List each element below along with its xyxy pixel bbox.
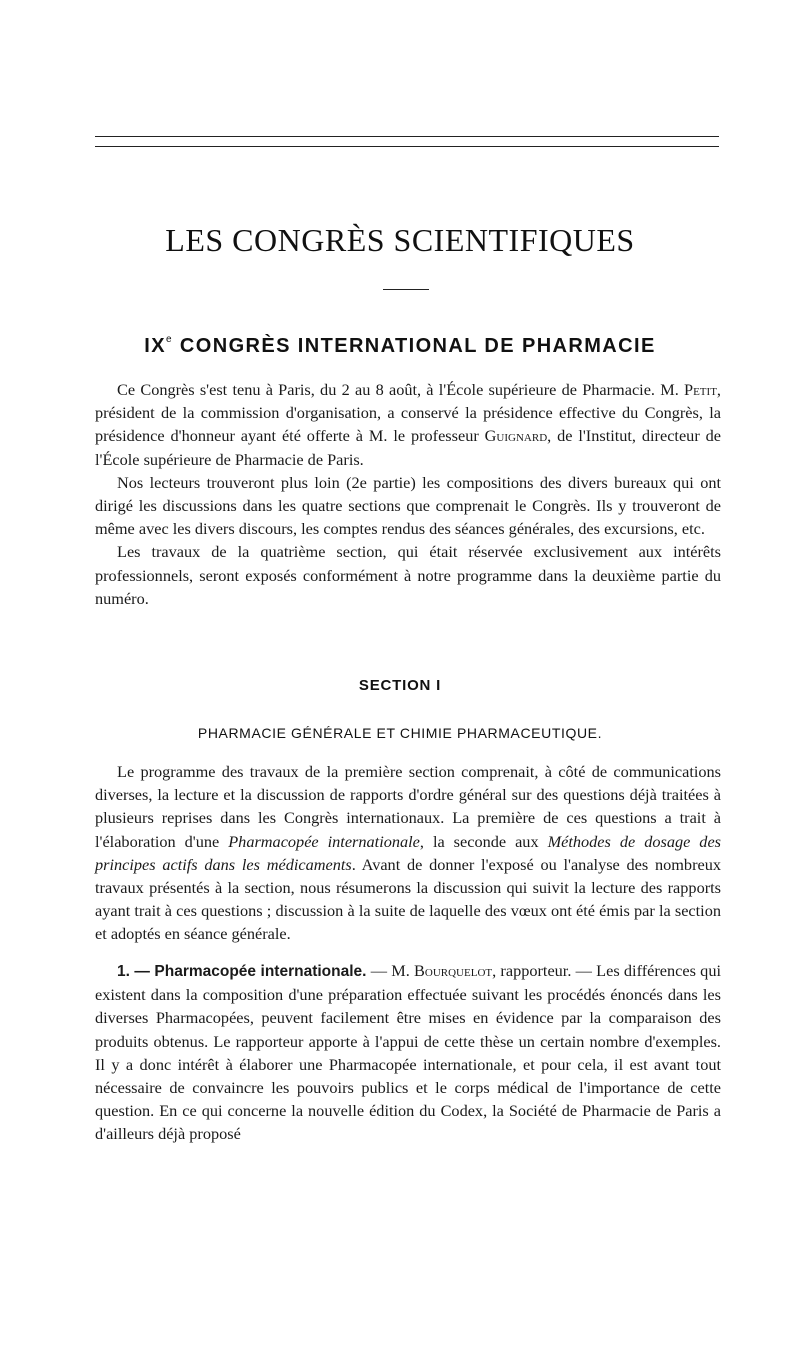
person-name: Bourquelot (414, 961, 493, 980)
section-title: SECTION I (358, 677, 442, 694)
congress-ordinal: e (166, 334, 173, 346)
top-rule-thin (95, 146, 719, 147)
person-name: Petit (684, 380, 717, 399)
intro-paragraph-3: Les travaux de la quatrième section, qui était réservée exclusivement aux intérêts professionnels, seront exposés conformément à notre programme dans la deuxième partie du numéro. (95, 542, 721, 608)
section-subtitle: PHARMACIE GÉNÉRALE ET CHIMIE PHARMACEUTIQUE. (197, 725, 603, 741)
italic-term: Pharmacopée internationale (228, 831, 420, 851)
person-name: Guignard (484, 426, 548, 446)
congress-number: IX (144, 335, 166, 357)
pharmacopee-text (95, 959, 721, 1146)
section-1-paragraph: Le programme des travaux de la première section comprenait, à côté de communications diverses, la lecture et la discussion de rapports d'ordre général sur des questions déjà traitées à plusieurs reprises dans les Congrès internationaux. La première de ces questions a trait à l'élaboration d'une Pharmacopée internationale, la seconde aux Méthodes de dosage des principes actifs dans les médicaments. Avant de donner l'exposé ou l'analyse des nombreux travaux présentés à la section, nous résumerons la discussion qui suivit la lecture des rapports ayant trait à ces questions ; discussion à la suite de laquelle des vœux ont été émis par la section et adoptés en séance générale. (95, 762, 722, 944)
congress-title (0, 335, 800, 358)
intro-paragraph-1: Ce Congrès s'est tenu à Paris, du 2 au 8 août, à l'École supérieure de Pharmacie. M. Petit, président de la commission d'organisation, a conservé la présidence effective du Congrès, la présidence d'honneur ayant été offerte à M. le professeur Guignard, de l'Institut, directeur de l'École supérieure de Pharmacie de Paris. (95, 380, 721, 469)
subsection-heading: 1. — Pharmacopée internationale. (117, 963, 367, 980)
congress-name: CONGRÈS INTERNATIONAL DE PHARMACIE (172, 335, 656, 357)
main-title: LES CONGRÈS SCIENTIFIQUES (165, 222, 635, 258)
pharmacopee-paragraph: 1. — Pharmacopée internationale. — M. Bourquelot, rapporteur. — Les différences qui existent dans la composition d'une préparation effectuée suivant les procédés énoncés dans les diverses Pharmacopées, peuvent facilement être mises en évidence par la comparaison des produits obtenus. Le rapporteur apporte à l'appui de cette thèse un certain nombre d'exemples. Il y a donc intérêt à élaborer une Pharmacopée internationale, et pour cela, il est avant tout nécessaire de convaincre les pouvoirs publics et le corps médical de l'importance de cette question. En ce qui concerne la nouvelle édition du Codex, la Société de Pharmacie de Paris a d'ailleurs déjà proposé (95, 961, 721, 1144)
top-rule-thick (95, 136, 719, 137)
intro-text (95, 378, 721, 610)
title-divider (383, 289, 429, 290)
intro-paragraph-2: Nos lecteurs trouveront plus loin (2e partie) les compositions des divers bureaux qui ont dirigé les discussions dans les quatre sections que comprenait le Congrès. Ils y trouveront de même avec les divers discours, les comptes rendus des séances générales, des excursions, etc. (95, 472, 721, 539)
section-1-text (95, 760, 721, 946)
italic-term: Méthodes de dosage des principes actifs dans les médicaments (95, 831, 722, 874)
